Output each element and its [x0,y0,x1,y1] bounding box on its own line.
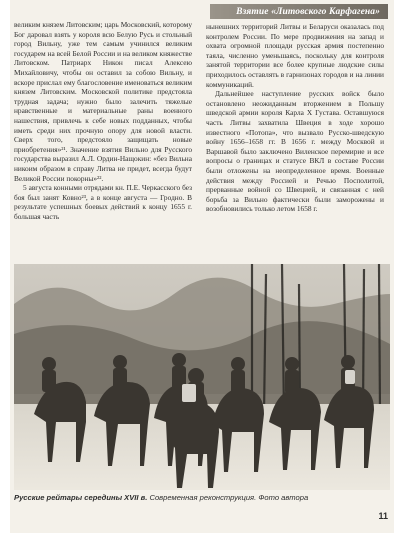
text-column-left [14,20,192,221]
paragraph: нынешних территорий Литвы и Беларуси оказалась под контролем России. По мере продвижения на запад и охвата огромной площади русская армия постепенно таяла, численно уменьшаясь, поскольку для контроля занятой территории все более крупные людские силы приходилось оставлять в гарнизонах городов и на линии коммуникаций. [206,22,384,89]
caption-lead: Русские рейтары середины XVII в. [14,493,148,502]
running-header [210,4,388,19]
reenactment-photo [14,264,390,490]
caption-rest: Современная реконструкция. Фото автора [147,493,309,502]
text-column-right [206,22,384,214]
photo-caption [14,493,390,502]
paragraph: великим князем Литовским; царь Московский, которому Бог даровал взять у короля всю Белую Русь и стольный город Вильну, уже тем самым учинился великим государем на всей Белой России и на великом княжестве Литовском. Патриарх Никон писал Алексею Михайловичу, чтобы он оставил за собою Вильну, и вскоре прислал ему благословение именоваться великим князем Литовским. Московской политике предстояла трудная задача; нужно было залечить тяжелые нравственные и материальные раны военного нашествия, привлечь к себе новых подданных, чтобы иметь среди них прочную опору для новой власти. Сверх того, предстояло защищать новые приобретения»²¹. Значение взятия Вильно для Русского государства выразил А.Л. Ордин-Нащокин: «без Вильна никоим образом в справу Литва не придет, всегда будут Великой России покорны»²². [14,20,192,183]
page [10,0,394,533]
page-number: 11 [378,511,388,521]
running-header-title: Взятие «Литовского Карфагена» [236,6,380,17]
paragraph: 5 августа конными отрядами кн. П.Е. Черкасского без боя был занят Ковно²³, а в конце августа — Гродно. В результате успешных боевых действий к концу 1655 г. большая часть [14,183,192,221]
paragraph: Дальнейшее наступление русских войск было остановлено неожиданным вторжением в Польшу шведской армии короля Карла X Густава. Оставшуюся часть Литвы захватила Швеция в ходе хорошо известного «Потопа», что вызвало Русско-шведскую войну 1656–1658 гг. В 1656 г. между Москвой и Варшавой было заключено Виленское перемирие и все вопросы о границах и статусе ВКЛ в составе России были отложены на неопределенное время. Военные действия между Россией и Речью Посполитой, прерванные войной со Швецией, и связанная с ней борьба за Вильно фактически были заморожены и возобновились только летом 1658 г. [206,89,384,214]
reenactment-photo-illustration [14,264,390,490]
